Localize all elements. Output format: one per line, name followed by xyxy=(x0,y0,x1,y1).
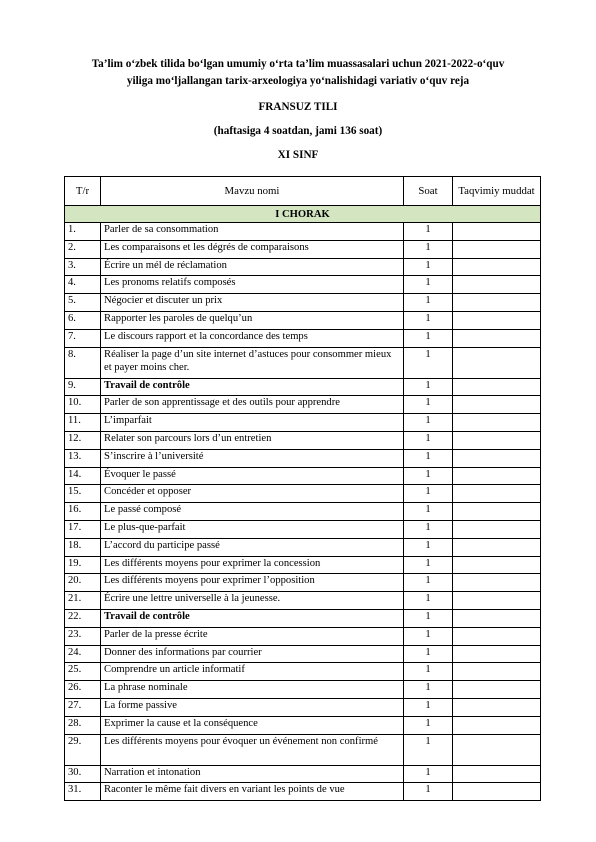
row-topic: La phrase nominale xyxy=(101,681,404,699)
column-header-hours: Soat xyxy=(404,177,453,206)
row-number: 20. xyxy=(65,574,101,592)
row-hours: 1 xyxy=(404,574,453,592)
table-row xyxy=(65,765,541,783)
row-date xyxy=(453,663,541,681)
row-date xyxy=(453,698,541,716)
table-row xyxy=(65,223,541,241)
row-date xyxy=(453,627,541,645)
row-topic: Concéder et opposer xyxy=(101,485,404,503)
table-row xyxy=(65,485,541,503)
row-number: 3. xyxy=(65,258,101,276)
row-hours: 1 xyxy=(404,663,453,681)
row-number: 8. xyxy=(65,347,101,378)
row-date xyxy=(453,538,541,556)
row-hours: 1 xyxy=(404,223,453,241)
row-topic: S’inscrire à l’université xyxy=(101,449,404,467)
row-date xyxy=(453,681,541,699)
row-date xyxy=(453,592,541,610)
row-hours: 1 xyxy=(404,414,453,432)
row-hours: 1 xyxy=(404,645,453,663)
table-row xyxy=(65,520,541,538)
table-row xyxy=(65,734,541,765)
row-topic: Écrire un mél de réclamation xyxy=(101,258,404,276)
row-topic: Le passé composé xyxy=(101,503,404,521)
row-topic: La forme passive xyxy=(101,698,404,716)
row-date xyxy=(453,396,541,414)
row-number: 14. xyxy=(65,467,101,485)
row-date xyxy=(453,258,541,276)
table-row xyxy=(65,592,541,610)
row-number: 23. xyxy=(65,627,101,645)
row-hours: 1 xyxy=(404,485,453,503)
row-date xyxy=(453,645,541,663)
row-hours: 1 xyxy=(404,556,453,574)
table-row xyxy=(65,396,541,414)
table-row xyxy=(65,645,541,663)
row-hours: 1 xyxy=(404,520,453,538)
row-hours: 1 xyxy=(404,329,453,347)
row-topic: Exprimer la cause et la conséquence xyxy=(101,716,404,734)
row-number: 1. xyxy=(65,223,101,241)
row-number: 10. xyxy=(65,396,101,414)
row-date xyxy=(453,347,541,378)
quarter-label: I CHORAK xyxy=(65,206,541,223)
row-number: 7. xyxy=(65,329,101,347)
row-date xyxy=(453,414,541,432)
document-title-line-1: Ta’lim o‘zbek tilida bo‘lgan umumiy o‘rta ta’lim muassasalari uchun 2021-2022-o‘quv xyxy=(91,58,505,70)
row-topic: Parler de son apprentissage et des outils pour apprendre xyxy=(101,396,404,414)
row-number: 9. xyxy=(65,378,101,396)
row-date xyxy=(453,503,541,521)
row-hours: 1 xyxy=(404,467,453,485)
curriculum-table xyxy=(64,176,541,801)
row-date xyxy=(453,449,541,467)
row-hours: 1 xyxy=(404,311,453,329)
row-topic: Les différents moyens pour exprimer la concession xyxy=(101,556,404,574)
row-hours: 1 xyxy=(404,592,453,610)
table-row xyxy=(65,294,541,312)
table-row xyxy=(65,414,541,432)
row-hours: 1 xyxy=(404,681,453,699)
table-row xyxy=(65,329,541,347)
row-topic: L’imparfait xyxy=(101,414,404,432)
column-header-num: T/r xyxy=(65,177,101,206)
subject-title: FRANSUZ TILI xyxy=(258,101,338,113)
row-topic: Donner des informations par courrier xyxy=(101,645,404,663)
table-row xyxy=(65,627,541,645)
row-date xyxy=(453,294,541,312)
row-date xyxy=(453,240,541,258)
row-number: 11. xyxy=(65,414,101,432)
row-hours: 1 xyxy=(404,431,453,449)
table-row xyxy=(65,503,541,521)
row-topic: Raconter le même fait divers en variant les points de vue xyxy=(101,783,404,801)
row-date xyxy=(453,574,541,592)
table-row xyxy=(65,663,541,681)
row-hours: 1 xyxy=(404,503,453,521)
table-row xyxy=(65,556,541,574)
row-date xyxy=(453,223,541,241)
column-header-topic: Mavzu nomi xyxy=(101,177,404,206)
table-row xyxy=(65,538,541,556)
row-topic: Parler de sa consommation xyxy=(101,223,404,241)
row-number: 16. xyxy=(65,503,101,521)
row-hours: 1 xyxy=(404,258,453,276)
row-number: 18. xyxy=(65,538,101,556)
row-topic: Les différents moyens pour exprimer l’opposition xyxy=(101,574,404,592)
row-number: 28. xyxy=(65,716,101,734)
table-row xyxy=(65,783,541,801)
row-date xyxy=(453,734,541,765)
table-row xyxy=(65,258,541,276)
row-date xyxy=(453,276,541,294)
row-hours: 1 xyxy=(404,240,453,258)
table-row xyxy=(65,311,541,329)
row-topic: Parler de la presse écrite xyxy=(101,627,404,645)
row-date xyxy=(453,609,541,627)
table-row xyxy=(65,276,541,294)
row-number: 31. xyxy=(65,783,101,801)
table-row xyxy=(65,716,541,734)
row-date xyxy=(453,431,541,449)
row-number: 21. xyxy=(65,592,101,610)
row-hours: 1 xyxy=(404,716,453,734)
row-date xyxy=(453,716,541,734)
table-row xyxy=(65,347,541,378)
table-row xyxy=(65,449,541,467)
row-topic: Travail de contrôle xyxy=(101,378,404,396)
table-header-row xyxy=(65,177,541,206)
row-number: 6. xyxy=(65,311,101,329)
row-number: 2. xyxy=(65,240,101,258)
row-number: 4. xyxy=(65,276,101,294)
table-row xyxy=(65,467,541,485)
row-number: 25. xyxy=(65,663,101,681)
row-number: 29. xyxy=(65,734,101,765)
row-topic: Les différents moyens pour évoquer un événement non confirmé xyxy=(101,734,404,765)
row-hours: 1 xyxy=(404,609,453,627)
row-number: 17. xyxy=(65,520,101,538)
table-row xyxy=(65,609,541,627)
row-hours: 1 xyxy=(404,294,453,312)
row-hours: 1 xyxy=(404,378,453,396)
row-topic: Le discours rapport et la concordance des temps xyxy=(101,329,404,347)
row-topic: Relater son parcours lors d’un entretien xyxy=(101,431,404,449)
row-number: 26. xyxy=(65,681,101,699)
row-hours: 1 xyxy=(404,783,453,801)
row-number: 5. xyxy=(65,294,101,312)
row-date xyxy=(453,783,541,801)
row-topic: L’accord du participe passé xyxy=(101,538,404,556)
row-number: 24. xyxy=(65,645,101,663)
row-topic: Narration et intonation xyxy=(101,765,404,783)
row-number: 30. xyxy=(65,765,101,783)
table-row xyxy=(65,378,541,396)
row-topic: Rapporter les paroles de quelqu’un xyxy=(101,311,404,329)
document-title-line-2: yiliga mo‘ljallangan tarix-arxeologiya yo‘nalishidagi variativ o‘quv reja xyxy=(126,75,470,87)
table-row xyxy=(65,574,541,592)
row-topic: Les pronoms relatifs composés xyxy=(101,276,404,294)
row-topic: Évoquer le passé xyxy=(101,467,404,485)
document-header xyxy=(40,56,556,162)
table-row xyxy=(65,240,541,258)
row-date xyxy=(453,765,541,783)
row-hours: 1 xyxy=(404,396,453,414)
row-topic: Écrire une lettre universelle à la jeunesse. xyxy=(101,592,404,610)
table-row xyxy=(65,431,541,449)
row-hours: 1 xyxy=(404,734,453,765)
row-hours: 1 xyxy=(404,627,453,645)
row-topic: Comprendre un article informatif xyxy=(101,663,404,681)
row-number: 12. xyxy=(65,431,101,449)
row-number: 19. xyxy=(65,556,101,574)
row-date xyxy=(453,311,541,329)
row-number: 22. xyxy=(65,609,101,627)
row-topic: Travail de contrôle xyxy=(101,609,404,627)
grade-title: XI SINF xyxy=(277,149,319,161)
row-hours: 1 xyxy=(404,276,453,294)
row-number: 15. xyxy=(65,485,101,503)
row-topic: Négocier et discuter un prix xyxy=(101,294,404,312)
row-topic: Le plus-que-parfait xyxy=(101,520,404,538)
row-topic: Les comparaisons et les dégrés de comparaisons xyxy=(101,240,404,258)
table-row xyxy=(65,698,541,716)
row-date xyxy=(453,485,541,503)
row-topic: Réaliser la page d’un site internet d’astuces pour consommer mieux et payer moins cher. xyxy=(101,347,404,378)
row-date xyxy=(453,378,541,396)
hours-note: (haftasiga 4 soatdan, jami 136 soat) xyxy=(213,125,383,137)
row-date xyxy=(453,520,541,538)
row-number: 13. xyxy=(65,449,101,467)
row-number: 27. xyxy=(65,698,101,716)
row-hours: 1 xyxy=(404,538,453,556)
table-row xyxy=(65,681,541,699)
row-hours: 1 xyxy=(404,449,453,467)
quarter-row xyxy=(65,206,541,223)
column-header-date: Taqvimiy muddat xyxy=(453,177,541,206)
row-date xyxy=(453,329,541,347)
row-hours: 1 xyxy=(404,765,453,783)
row-hours: 1 xyxy=(404,347,453,378)
row-date xyxy=(453,467,541,485)
row-date xyxy=(453,556,541,574)
row-hours: 1 xyxy=(404,698,453,716)
